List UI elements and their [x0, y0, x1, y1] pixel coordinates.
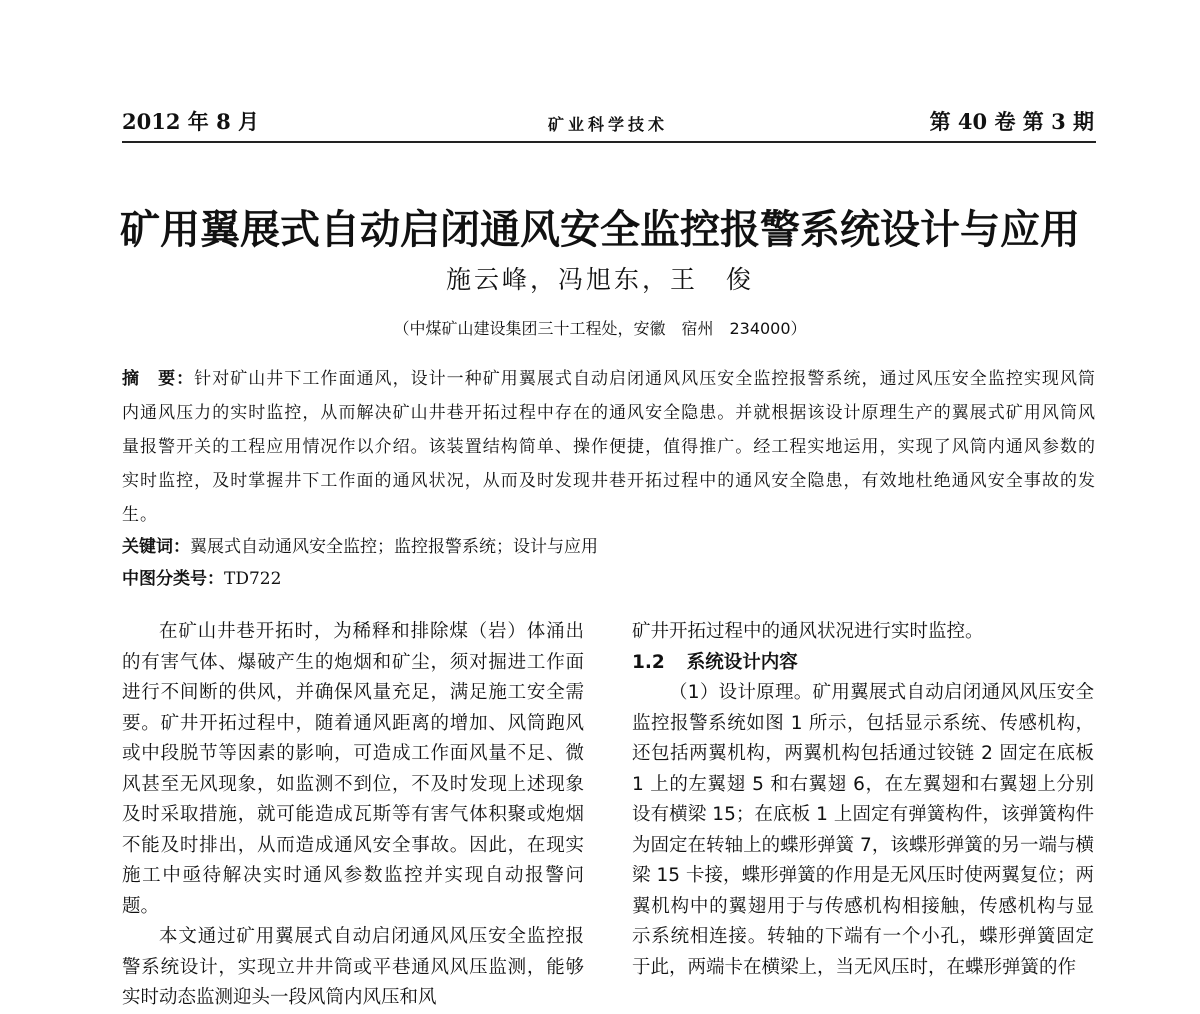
keywords	[122, 532, 1096, 562]
body-column-left	[122, 617, 584, 1014]
abstract-text: 针对矿山井下工作面通风，设计一种矿用翼展式自动启闭通风风压安全监控报警系统，通过风压安全监控实现风筒内通风压力的实时监控，从而解决矿山井巷开拓过程中存在的通风安全隐患。并就根据该设计原理生产的翼展式矿用风筒风量报警开关的工程应用情况作以介绍。该装置结构简单、操作便捷，值得推广。经工程实地运用，实现了风筒内通风参数的实时监控，及时掌握井下工作面的通风状况，从而及时发现井巷开拓过程中的通风安全隐患，有效地杜绝通风安全事故的发生。	[122, 369, 1097, 525]
body-paragraph: （1）设计原理。矿用翼展式自动启闭通风风压安全监控报警系统如图 1 所示，包括显示系统、传感机构，还包括两翼机构，两翼机构包括通过铰链 2 固定在底板 1 上的左翼翅 5 和右翼翅 6，在左翼翅和右翼翅上分别设有横梁 15；在底板 1 上固定有弹簧构件，该弹簧构件为固定在转轴上的蝶形弹簧 7，该蝶形弹簧的另一端与横梁 15 卡接，蝶形弹簧的作用是无风压时使两翼复位；两翼机构中的翼翅用于与传感机构相接触，传感机构与显示系统相连接。转轴的下端有一个小孔，蝶形弹簧固定于此，两端卡在横梁上，当无风压时，在蝶形弹簧的作	[632, 682, 1094, 978]
body-paragraph: 矿井开拓过程中的通风状况进行实时监控。	[632, 621, 984, 642]
section-number: 1.2	[632, 651, 665, 673]
clc-label: 中图分类号：	[122, 569, 224, 589]
journal-name: 矿业科学技术	[547, 115, 668, 134]
body-paragraph: 在矿山井巷开拓时，为稀释和排除煤（岩）体涌出的有害气体、爆破产生的炮烟和矿尘，须对掘进工作面进行不间断的供风，并确保风量充足，满足施工安全需要。矿井开拓过程中，随着通风距离的增加、风筒跑风或中段脱节等因素的影响，可造成工作面风量不足、微风甚至无风现象，如监测不到位，不及时发现上述现象及时采取措施，就可能造成瓦斯等有害气体积聚或炮烟不能及时排出，从而造成通风安全事故。因此，在现实施工中亟待解决实时通风参数监控并实现自动报警问题。	[122, 621, 584, 917]
paper-title: 矿用翼展式自动启闭通风安全监控报警系统设计与应用	[120, 207, 1080, 253]
keywords-label: 关键词：	[122, 537, 190, 557]
running-header	[122, 106, 1094, 136]
classification-number	[122, 564, 1096, 594]
header-rule	[122, 141, 1096, 143]
body-paragraph: 本文通过矿用翼展式自动启闭通风风压安全监控报警系统设计，实现立井井筒或平巷通风风压监测，能够实时动态监测迎头一段风筒内风压和风	[122, 926, 584, 1008]
author-affiliation: （中煤矿山建设集团三十工程处，安徽 宿州 234000）	[393, 319, 807, 338]
volume-issue: 第 40 卷 第 3 期	[929, 109, 1094, 134]
abstract-label: 摘 要：	[122, 369, 195, 389]
section-heading	[632, 648, 1094, 679]
abstract	[122, 362, 1096, 532]
keywords-text: 翼展式自动通风安全监控；监控报警系统；设计与应用	[190, 537, 598, 557]
paper-authors: 施云峰，冯旭东，王 俊	[445, 265, 754, 294]
clc-text: TD722	[224, 569, 282, 589]
issue-date: 2012 年 8 月	[122, 109, 259, 134]
section-title: 系统设计内容	[686, 651, 798, 673]
body-column-right	[632, 617, 1094, 983]
